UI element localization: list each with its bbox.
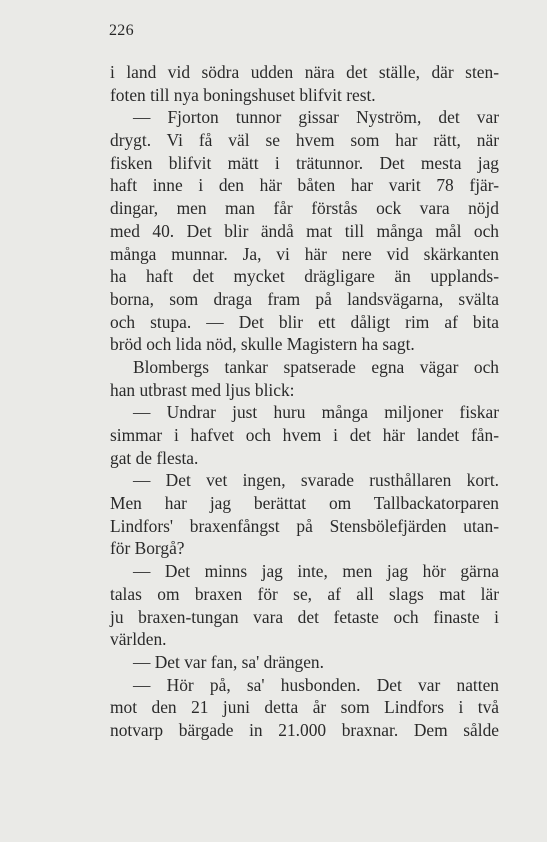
text-line: Lindfors' braxenfångst på Stensbölefjärden utan- [110, 515, 499, 536]
text-line: borna, som draga fram på landsvägarna, svälta [110, 288, 499, 309]
text-line: dingar, men man får förstås ock vara nöjd [110, 198, 499, 219]
text-line: Men har jag berättat om Tallbackatorparen [110, 493, 499, 514]
text-line: drygt. Vi få väl se hvem som har rätt, när [110, 130, 499, 151]
paragraph [110, 560, 499, 651]
paragraph [110, 61, 499, 106]
text-line: — Hör på, sa' husbonden. Det var natten [133, 674, 499, 695]
text-line: — Det vet ingen, svarade rusthållaren kort. [133, 470, 499, 491]
paragraph [110, 106, 499, 356]
text-line: med 40. Det blir ändå mat till många mål och [110, 220, 499, 241]
text-line: världen. [110, 629, 167, 650]
text-line: ju braxen-tungan vara det fetaste och finaste i [110, 606, 499, 627]
body-text [110, 61, 499, 742]
text-line: — Fjorton tunnor gissar Nyström, det var [133, 107, 499, 128]
text-line: foten till nya boningshuset blifvit rest. [110, 84, 376, 105]
text-line: fisken blifvit mätt i trätunnor. Det mesta jag [110, 152, 499, 173]
text-line: — Det minns jag inte, men jag hör gärna [133, 561, 499, 582]
paragraph [110, 651, 499, 674]
page-number: 226 [109, 22, 134, 39]
text-line: mot den 21 juni detta år som Lindfors i två [110, 697, 499, 718]
text-line: talas om braxen för se, af all slags mat lär [110, 583, 499, 604]
paragraph [110, 469, 499, 560]
text-line: — Det var fan, sa' drängen. [133, 651, 324, 672]
text-line: bröd och lida nöd, skulle Magistern ha sagt. [110, 334, 415, 355]
text-line: för Borgå? [110, 538, 185, 559]
paragraph [110, 356, 499, 401]
text-line: många munnar. Ja, vi här nere vid skärkanten [110, 243, 499, 264]
paragraph [110, 674, 499, 742]
text-line: haft inne i den här båten har varit 78 fjär- [110, 175, 499, 196]
text-line: ha haft det mycket drägligare än upplands- [110, 266, 499, 287]
text-line: simmar i hafvet och hvem i det här landet fån- [110, 425, 499, 445]
text-line: i land vid södra udden nära det ställe, där sten- [110, 62, 499, 82]
text-line: och stupa. — Det blir ett dåligt rim af bita [110, 311, 499, 332]
text-line: han utbrast med ljus blick: [110, 379, 295, 400]
text-line: — Undrar just huru många miljoner fiskar [133, 402, 499, 423]
text-line: Blombergs tankar spatserade egna vägar och [133, 356, 499, 377]
text-line: notvarp bärgade in 21.000 braxnar. Dem sålde [110, 719, 499, 740]
paragraph [110, 401, 499, 469]
text-line: gat de flesta. [110, 447, 199, 468]
